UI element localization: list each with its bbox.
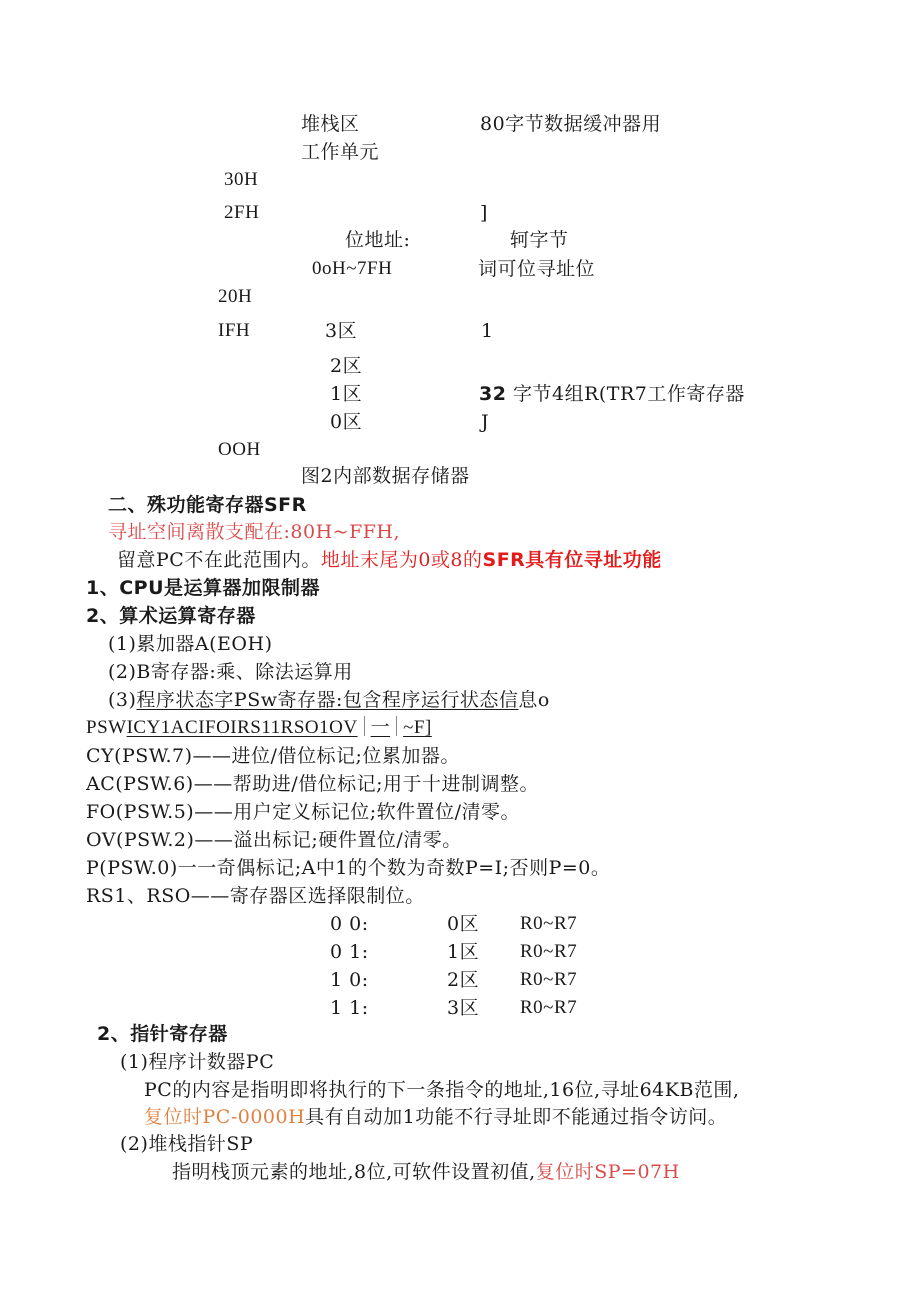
rs-bank: 1区 xyxy=(447,941,480,963)
bank0-mark: J xyxy=(481,411,490,433)
psw-divider xyxy=(396,716,397,736)
flag-rs: RS1、RSO——寄存器区选择限制位。 xyxy=(86,885,425,907)
sfr-note-prefix: 留意PC不在此范围内。 xyxy=(117,549,321,571)
arith-heading: 2、算术运算寄存器 xyxy=(86,605,256,627)
pc-reset: 复位时PC-0000H xyxy=(144,1106,306,1128)
addr-2fh: 2FH xyxy=(224,202,260,223)
addr-20h: 20H xyxy=(218,286,253,307)
rs-regs: R0~R7 xyxy=(520,969,578,990)
cpu-heading: 1、CPU是运算器加限制器 xyxy=(86,577,321,599)
pc-title: (1)程序计数器PC xyxy=(120,1051,275,1073)
figure-caption: 图2内部数据存储器 xyxy=(301,465,470,487)
arith-item-3-underlined: 程序状态字PSw寄存器:包含程序运行状态信 xyxy=(136,689,519,711)
pointer-heading: 2、指针寄存器 xyxy=(97,1023,228,1045)
rs-bits: 0 1: xyxy=(330,941,369,963)
psw-layout xyxy=(86,716,432,740)
sp-title: (2)堆栈指针SP xyxy=(120,1133,254,1155)
pc-reset-line xyxy=(144,1105,727,1129)
bank-desc xyxy=(479,382,745,406)
bank2-label: 2区 xyxy=(330,355,363,377)
sfr-note-red: 地址末尾为0或8的 xyxy=(320,549,483,571)
bit-range: 0oH~7FH xyxy=(312,258,393,279)
arith-item-3-suffix: 息o xyxy=(518,689,550,711)
rs-regs: R0~R7 xyxy=(520,997,578,1018)
sfr-heading: 二、殊功能寄存器SFR xyxy=(108,494,307,516)
rs-bank: 2区 xyxy=(447,969,480,991)
flag-p: P(PSW.0)一一奇偶标记;A中1的个数为奇数P=I;否则P=0。 xyxy=(86,857,611,879)
work-unit-label: 工作单元 xyxy=(301,141,380,163)
bit-bytes-label: 轲字节 xyxy=(510,229,569,251)
bracket-top: ] xyxy=(480,202,488,224)
bank3-mark: 1 xyxy=(481,320,494,342)
sfr-note xyxy=(117,548,662,572)
rs-regs: R0~R7 xyxy=(520,941,578,962)
psw-end: ~F] xyxy=(403,717,432,738)
arith-item-3 xyxy=(108,688,550,712)
rs-bits: 1 1: xyxy=(330,997,369,1019)
rs-bank: 3区 xyxy=(447,997,480,1019)
addr-1fh: IFH xyxy=(218,320,251,341)
flag-cy: CY(PSW.7)——进位/借位标记;位累加器。 xyxy=(86,745,460,767)
pc-desc-2: 具有自动加1功能不行寻址即不能通过指令访问。 xyxy=(305,1106,728,1128)
sp-desc: 指明栈顶元素的地址,8位,可软件设置初值, xyxy=(172,1161,536,1183)
arith-item-1: (1)累加器A(EOH) xyxy=(108,633,273,655)
addr-30h: 30H xyxy=(224,169,259,190)
bit-addr-label: 位地址: xyxy=(345,229,411,251)
arith-item-2: (2)B寄存器:乘、除法运算用 xyxy=(108,661,353,683)
flag-ov: OV(PSW.2)——溢出标记;硬件置位/清零。 xyxy=(86,829,462,851)
psw-prefix: PSW xyxy=(86,717,127,738)
bank-desc-number: 32 xyxy=(479,383,507,405)
bank3-label: 3区 xyxy=(325,320,358,342)
pc-desc: PC的内容是指明即将执行的下一条指令的地址,16位,寻址64KB范围, xyxy=(144,1079,740,1101)
flag-ac: AC(PSW.6)——帮助进/借位标记;用于十进制调整。 xyxy=(86,773,540,795)
sfr-note-bold: SFR具有位寻址功能 xyxy=(482,549,662,571)
psw-dash: 一 xyxy=(370,717,391,738)
arith-item-3-prefix: (3) xyxy=(108,689,137,711)
addr-00h: OOH xyxy=(218,439,261,460)
stack-area-label: 堆栈区 xyxy=(301,113,360,135)
psw-divider xyxy=(364,716,365,736)
psw-bits-text: ICY1ACIFOIRS11RSO1OV xyxy=(126,717,358,738)
bank-desc-text: 字节4组R(TR7工作寄存器 xyxy=(513,383,745,405)
bank0-label: 0区 xyxy=(330,411,363,433)
rs-bits: 0 0: xyxy=(330,913,369,935)
rs-bits: 1 0: xyxy=(330,969,369,991)
flag-f0: FO(PSW.5)——用户定义标记位;软件置位/清零。 xyxy=(86,801,521,823)
sfr-addr-space: 寻址空间离散支配在:80H~FFH, xyxy=(108,521,401,543)
bit-addressable-desc: 词可位寻址位 xyxy=(478,258,596,280)
sp-desc-line xyxy=(172,1160,680,1184)
rs-bank: 0区 xyxy=(447,913,480,935)
rs-regs: R0~R7 xyxy=(520,913,578,934)
sp-reset: 复位时SP=07H xyxy=(535,1161,680,1183)
psw-bits xyxy=(127,717,432,738)
bank1-label: 1区 xyxy=(330,383,363,405)
buffer-desc: 80字节数据缓冲器用 xyxy=(480,113,662,135)
